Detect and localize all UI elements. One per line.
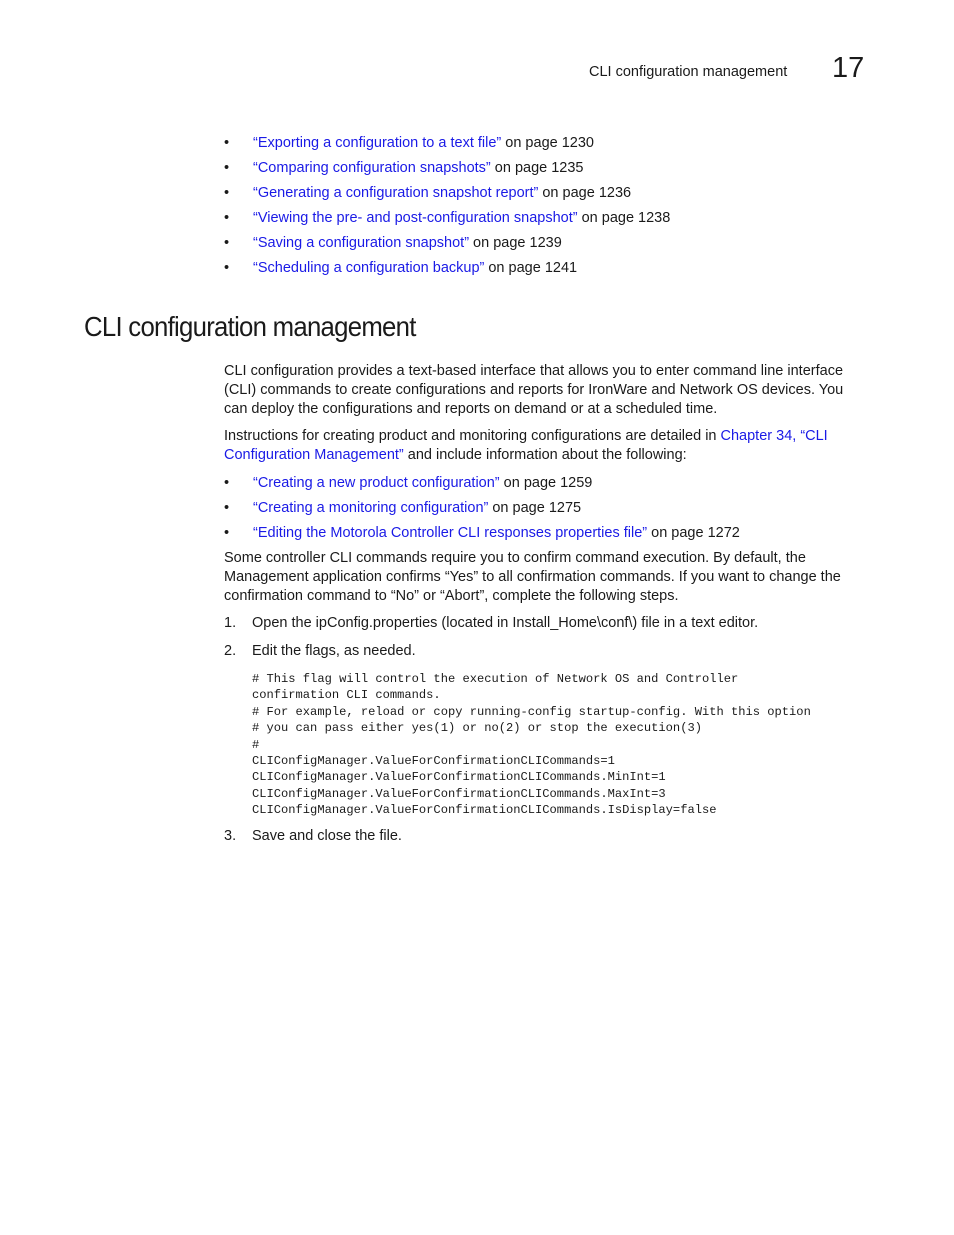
topic-link[interactable]: “Saving a configuration snapshot”	[253, 235, 470, 251]
instructions-suffix: and include information about the following:	[403, 447, 687, 463]
bullet-icon: •	[224, 475, 230, 491]
list-item	[224, 183, 670, 208]
chapter-link[interactable]: Chapter 34, “CLI Configuration Management”	[224, 428, 828, 463]
page-ref: on page 1259	[499, 475, 593, 491]
list-item	[224, 523, 740, 548]
list-item	[224, 158, 670, 183]
topic-link[interactable]: “Scheduling a configuration backup”	[253, 260, 485, 276]
topic-link[interactable]: “Creating a monitoring configuration”	[253, 500, 489, 516]
section-heading: CLI configuration management	[84, 311, 416, 342]
code-block: # This flag will control the execution of Network OS and Controller confirmation CLI commands. # For example, reload or copy running-config startup-config. With this option # you can pass either yes(1) or no(2) or stop the execution(3) # CLIConfigManager.ValueForConfirmationCLICommands=1 CLIConfigManager.ValueForConfirmationCLICommands.MinInt=1 CLIConfigManager.ValueForConfirmationCLICommands.MaxInt=3 CLIConfigManager.ValueForConfirmationCLICommands.IsDisplay=false	[252, 672, 811, 818]
bullet-icon: •	[224, 525, 230, 541]
bullet-icon: •	[224, 160, 230, 176]
step-item	[224, 641, 416, 661]
list-item	[224, 208, 670, 233]
page-ref: on page 1230	[501, 135, 594, 151]
running-title: CLI configuration management	[589, 64, 788, 80]
intro-paragraph: CLI configuration provides a text-based interface that allows you to enter command line interface (CLI) commands to create configurations and reports for IronWare and Network OS devices. You can deploy the configurations and reports on demand or at a scheduled time.	[224, 363, 844, 417]
configuration-topics-list	[224, 473, 740, 548]
page-ref: on page 1235	[490, 160, 584, 176]
bullet-icon: •	[224, 210, 230, 226]
step-number: 3.	[224, 828, 237, 844]
instructions-prefix: Instructions for creating product and monitoring configurations are detailed in	[224, 428, 721, 444]
page-ref: on page 1241	[484, 260, 578, 276]
step-text: Open the ipConfig.properties (located in Install_Home\conf\) file in a text editor.	[252, 615, 759, 631]
confirm-paragraph: Some controller CLI commands require you to confirm command execution. By default, the Management application confirms “Yes” to all confirmation commands. If you want to change the confirmation command to “No” or “Abort”, complete the following steps.	[224, 550, 841, 604]
chapter-number: 17	[832, 52, 865, 84]
step-text: Edit the flags, as needed.	[252, 643, 416, 659]
page-ref: on page 1238	[577, 210, 671, 226]
bullet-icon: •	[224, 185, 230, 201]
list-item	[224, 258, 670, 283]
topic-link[interactable]: “Comparing configuration snapshots”	[253, 160, 491, 176]
step-number: 1.	[224, 615, 237, 631]
step-number: 2.	[224, 643, 237, 659]
bullet-icon: •	[224, 500, 230, 516]
topic-link[interactable]: “Viewing the pre- and post-configuration snapshot”	[253, 210, 578, 226]
instructions-paragraph	[224, 427, 864, 465]
list-item	[224, 133, 670, 158]
list-item	[224, 473, 740, 498]
topic-link[interactable]: “Editing the Motorola Controller CLI responses properties file”	[253, 525, 648, 541]
topic-link[interactable]: “Creating a new product configuration”	[253, 475, 500, 491]
step-item	[224, 826, 402, 846]
step-text: Save and close the file.	[252, 828, 402, 844]
topic-link[interactable]: “Exporting a configuration to a text file”	[253, 135, 502, 151]
list-item	[224, 498, 740, 523]
page-ref: on page 1275	[488, 500, 582, 516]
bullet-icon: •	[224, 135, 230, 151]
related-topics-list	[224, 133, 670, 283]
page-ref: on page 1239	[469, 235, 562, 251]
bullet-icon: •	[224, 260, 230, 276]
topic-link[interactable]: “Generating a configuration snapshot report”	[253, 185, 539, 201]
page-ref: on page 1236	[538, 185, 632, 201]
list-item	[224, 233, 670, 258]
step-item	[224, 613, 758, 633]
page-ref: on page 1272	[647, 525, 740, 541]
bullet-icon: •	[224, 235, 230, 251]
